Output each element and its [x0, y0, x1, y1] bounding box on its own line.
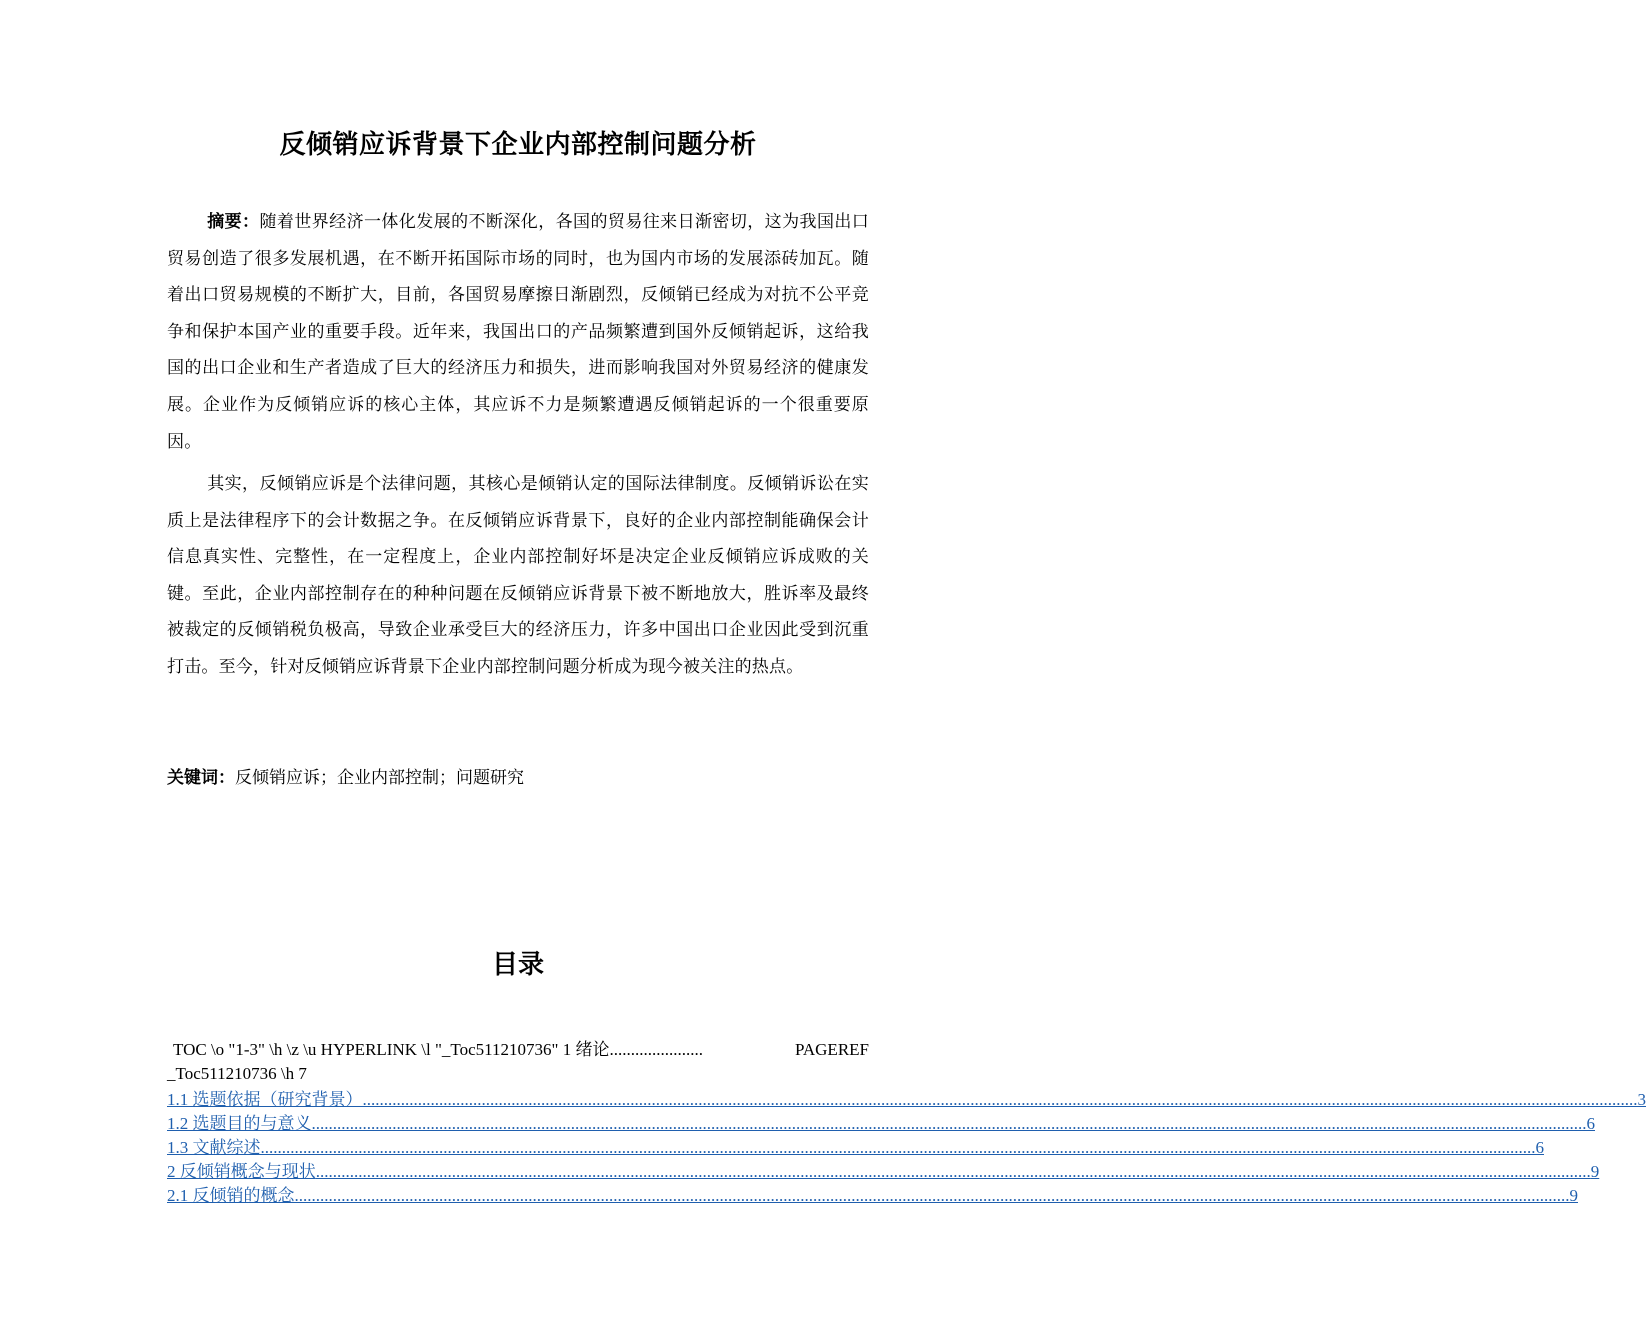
toc-field-code-end: PAGEREF: [794, 1040, 869, 1059]
toc-page-number: 6: [1535, 1138, 1544, 1157]
toc-link-text: 1.3 文献综述: [167, 1138, 261, 1157]
keywords-line: [167, 760, 524, 796]
toc-field-code-dots: ......................: [609, 1040, 703, 1059]
abstract-text: 随着世界经济一体化发展的不断深化，各国的贸易往来日渐密切，这为我国出口贸易创造了很多发展机遇，在不断开拓国际市场的同时，也为国内市场的发展添砖加瓦。随着出口贸易规模的不断扩大，目前，各国贸易摩擦日渐剧烈，反倾销已经成为对抗不公平竞争和保护本国产业的重要手段。近年来，我国出口的产品频繁遭到国外反倾销起诉，这给我国的出口企业和生产者造成了巨大的经济压力和损失，进而影响我国对外贸易经济的健康发展。企业作为反倾销应诉的核心主体，其应诉不力是频繁遭遇反倾销起诉的一个很重要原因。: [167, 212, 869, 452]
toc-link-text: 1.1 选题依据（研究背景）: [167, 1090, 363, 1109]
abstract-label: 摘要：: [207, 212, 260, 232]
toc-leader-dots: ............................................................................................................................................................................................................................................................................................................: [294, 1186, 1570, 1205]
toc-leader-dots: ............................................................................................................................................................................................................................................................................................................: [362, 1090, 1638, 1109]
toc-link-text: 1.2 选题目的与意义: [167, 1114, 312, 1133]
toc-link[interactable]: [167, 1112, 1595, 1136]
toc-link-text: 2.1 反倾销的概念: [167, 1186, 295, 1205]
toc-field-code: [167, 1038, 869, 1086]
toc-page-number: 9: [1590, 1162, 1600, 1181]
toc-link[interactable]: [167, 1136, 1544, 1160]
keywords-label: 关键词：: [167, 768, 235, 788]
toc-list: [167, 1088, 1646, 1208]
toc-link-text: 2 反倾销概念与现状: [167, 1162, 316, 1181]
toc-field-code-line1: TOC \o "1-3" \h \z \u HYPERLINK \l "_Toc511210736" 1 绪论: [173, 1040, 610, 1059]
toc-page-number: 3: [1637, 1090, 1646, 1109]
toc-link[interactable]: [167, 1088, 1646, 1112]
keywords-text: 反倾销应诉；企业内部控制；问题研究: [235, 768, 524, 788]
body-paragraph: [167, 466, 869, 686]
abstract-paragraph: [167, 204, 869, 460]
toc-field-code-line2: _Toc511210736 \h 7: [167, 1064, 307, 1083]
toc-leader-dots: ............................................................................................................................................................................................................................................................................................................: [315, 1162, 1591, 1181]
toc-leader-dots: ............................................................................................................................................................................................................................................................................................................: [311, 1114, 1587, 1133]
toc-link[interactable]: [167, 1160, 1600, 1184]
toc-leader-dots: ............................................................................................................................................................................................................................................................................................................: [260, 1138, 1536, 1157]
toc-link[interactable]: [167, 1184, 1578, 1208]
toc-heading: 目录: [491, 950, 544, 980]
toc-page-number: 9: [1569, 1186, 1578, 1205]
document-title: 反倾销应诉背景下企业内部控制问题分析: [279, 130, 757, 160]
toc-page-number: 6: [1586, 1114, 1595, 1133]
paragraph-text: 其实，反倾销应诉是个法律问题，其核心是倾销认定的国际法律制度。反倾销诉讼在实质上是法律程序下的会计数据之争。在反倾销应诉背景下，良好的企业内部控制能确保会计信息真实性、完整性，在一定程度上，企业内部控制好坏是决定企业反倾销应诉成败的关键。至此，企业内部控制存在的种种问题在反倾销应诉背景下被不断地放大，胜诉率及最终被裁定的反倾销税负极高，导致企业承受巨大的经济压力，许多中国出口企业因此受到沉重打击。至今，针对反倾销应诉背景下企业内部控制问题分析成为现今被关注的热点。: [167, 474, 869, 677]
